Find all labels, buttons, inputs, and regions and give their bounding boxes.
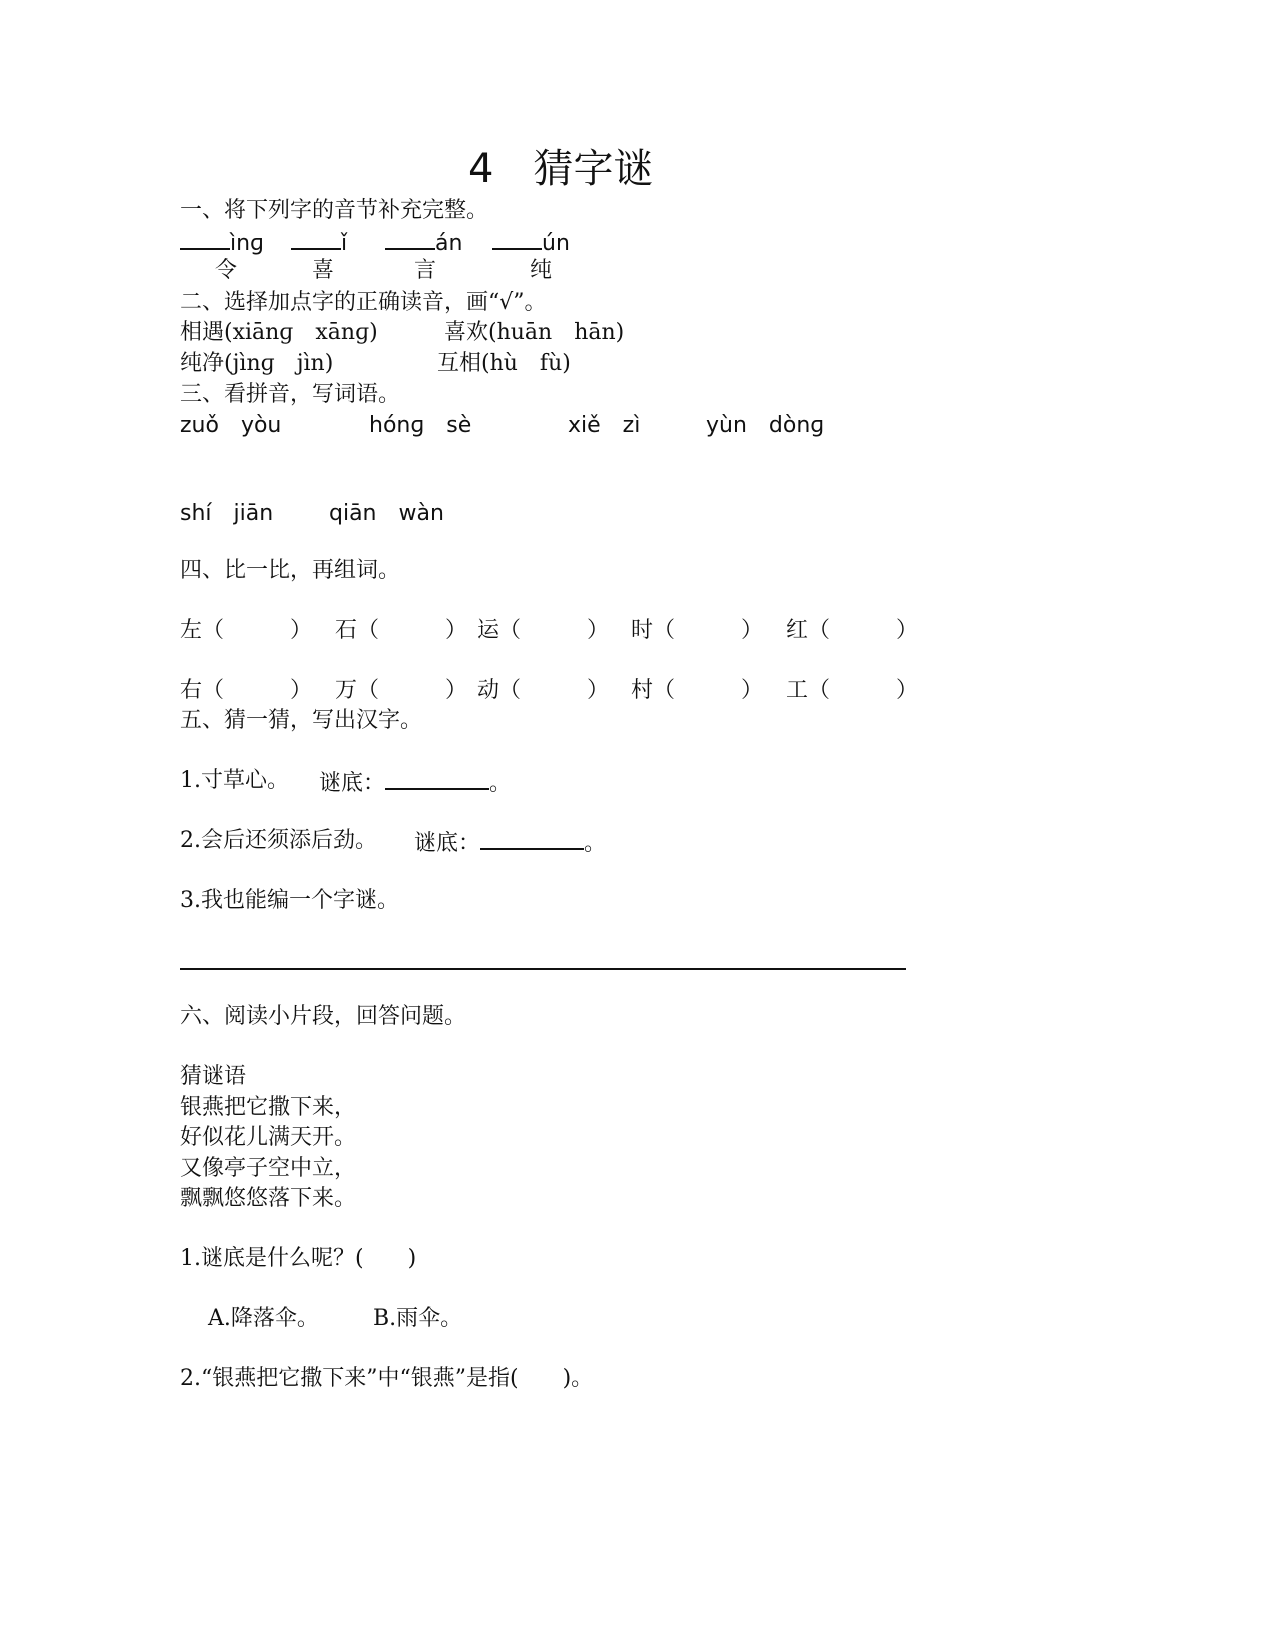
poem-line: 飘飘悠悠落下来。 (180, 1186, 357, 1211)
writing-line[interactable] (180, 968, 906, 970)
riddle-question: 1.寸草心。 (180, 768, 289, 793)
poem-line: 银燕把它撒下来， (180, 1095, 357, 1120)
answer-blank[interactable] (492, 226, 542, 250)
riddle-question: 3.我也能编一个字谜。 (180, 888, 399, 913)
reading-question: 2.“银燕把它撒下来”中“银燕”是指( )。 (180, 1366, 594, 1391)
section-3-heading: 三、看拼音，写词语。 (180, 382, 401, 407)
pinyin-word: xiě zì (568, 413, 641, 438)
reading-choice[interactable]: 相遇(xiānɡ xānɡ) (180, 320, 378, 345)
reading-choice[interactable]: 纯净(jìnɡ jìn) (180, 351, 334, 376)
option-a[interactable]: A.降落伞。 (208, 1306, 319, 1331)
page-title: 4 猜字谜 (468, 146, 654, 192)
riddle-question: 2.会后还须添后劲。 (180, 828, 377, 853)
compare-item[interactable]: 村（ ） (631, 678, 764, 703)
compare-item[interactable]: 左（ ） (180, 618, 313, 643)
compare-item[interactable]: 工（ ） (786, 678, 919, 703)
poem-line: 好似花儿满天开。 (180, 1125, 357, 1150)
pinyin-word: hónɡ sè (369, 413, 472, 438)
riddle-answer: 谜底： 。 (319, 766, 511, 799)
poem-line: 又像亭子空中立， (180, 1156, 357, 1181)
syllable-item: ìnɡ (180, 226, 264, 259)
compare-item[interactable]: 时（ ） (631, 618, 764, 643)
section-6-heading: 六、阅读小片段，回答问题。 (180, 1004, 467, 1029)
option-b[interactable]: B.雨伞。 (373, 1306, 463, 1331)
section-2-heading: 二、选择加点字的正确读音，画“√”。 (180, 290, 547, 315)
compare-item[interactable]: 万（ ） (335, 678, 468, 703)
pinyin-word: zuǒ yòu (180, 413, 282, 438)
answer-blank[interactable] (291, 226, 341, 250)
section-4-heading: 四、比一比，再组词。 (180, 558, 401, 583)
answer-blank[interactable] (385, 226, 435, 250)
pinyin-word: shí jiān (180, 501, 274, 526)
pinyin-word: qiān wàn (329, 501, 444, 526)
syllable-item: ún (492, 226, 570, 259)
answer-blank[interactable] (180, 226, 230, 250)
character-label: 言 (414, 258, 437, 283)
reading-choice[interactable]: 喜欢(huān hān) (444, 320, 625, 345)
section-5-heading: 五、猜一猜，写出汉字。 (180, 708, 423, 733)
syllable-item: ǐ (291, 226, 347, 259)
character-label: 令 (215, 258, 238, 283)
section-1-heading: 一、将下列字的音节补充完整。 (180, 198, 489, 223)
compare-item[interactable]: 运（ ） (477, 618, 610, 643)
character-label: 喜 (312, 258, 335, 283)
reading-choice[interactable]: 互相(hù fù) (437, 351, 571, 376)
character-label: 纯 (530, 258, 553, 283)
answer-blank[interactable] (385, 766, 489, 790)
pinyin-word: yùn dònɡ (706, 413, 825, 438)
riddle-answer: 谜底： 。 (414, 826, 606, 859)
poem-title: 猜谜语 (180, 1064, 247, 1089)
compare-item[interactable]: 右（ ） (180, 678, 313, 703)
reading-question: 1.谜底是什么呢？( ) (180, 1246, 417, 1271)
syllable-item: án (385, 226, 462, 259)
compare-item[interactable]: 动（ ） (477, 678, 610, 703)
answer-blank[interactable] (480, 826, 584, 850)
compare-item[interactable]: 红（ ） (786, 618, 919, 643)
compare-item[interactable]: 石（ ） (335, 618, 468, 643)
